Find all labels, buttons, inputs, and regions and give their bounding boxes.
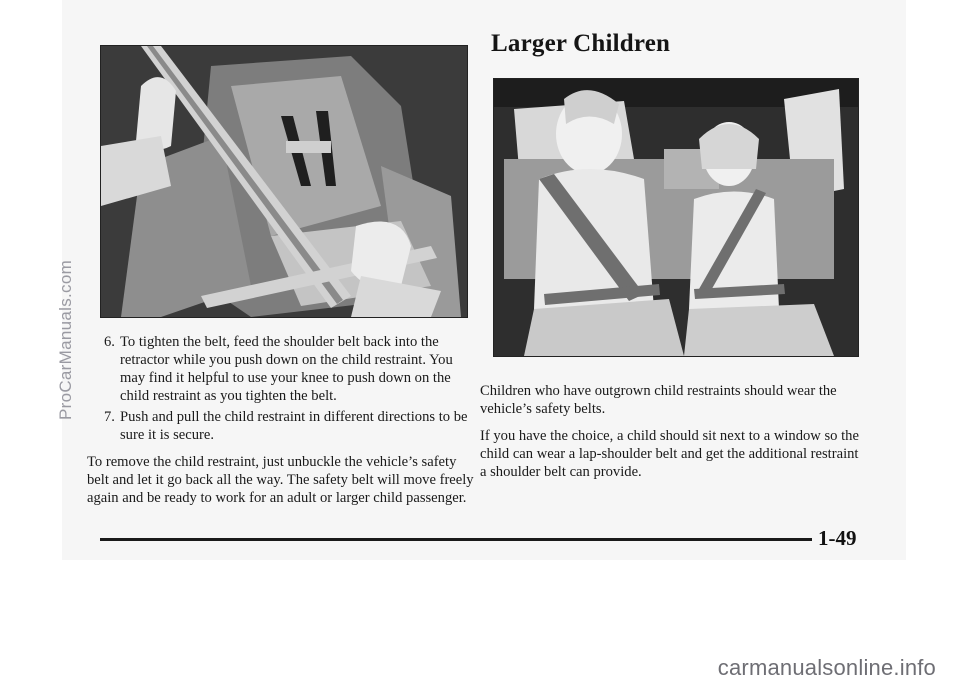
child-restraint-illustration — [100, 45, 468, 318]
step-number: 6. — [104, 334, 115, 350]
step-text: To tighten the belt, feed the shoulder belt back into the retractor while you push down on the child restraint. You may find it helpful to use your knee to push down on the child restraint as you tighten the belt. — [120, 334, 453, 404]
footer-rule — [100, 538, 812, 541]
outgrown-restraints-paragraph: Children who have outgrown child restraints should wear the vehicle’s safety belts. — [480, 383, 837, 417]
page-number: 1-49 — [818, 526, 857, 550]
step-item-6 — [104, 333, 474, 405]
step-item-7 — [104, 408, 474, 444]
step-number: 7. — [104, 409, 115, 425]
footer-watermark: carmanualsonline.info — [717, 655, 936, 680]
window-seat-paragraph: If you have the choice, a child should sit next to a window so the child can wear a lap-shoulder belt and get the additional restraint a shoulder belt can provide. — [480, 428, 859, 480]
side-watermark: ProCarManuals.com — [56, 259, 75, 420]
larger-children-illustration — [493, 78, 859, 357]
remove-restraint-paragraph: To remove the child restraint, just unbuckle the vehicle’s safety belt and let it go back all the way. The safety belt will move freely again and be ready to work for an adult or larger child passenger. — [87, 454, 474, 506]
step-text: Push and pull the child restraint in different directions to be sure it is secure. — [120, 409, 468, 443]
section-heading: Larger Children — [491, 30, 671, 57]
